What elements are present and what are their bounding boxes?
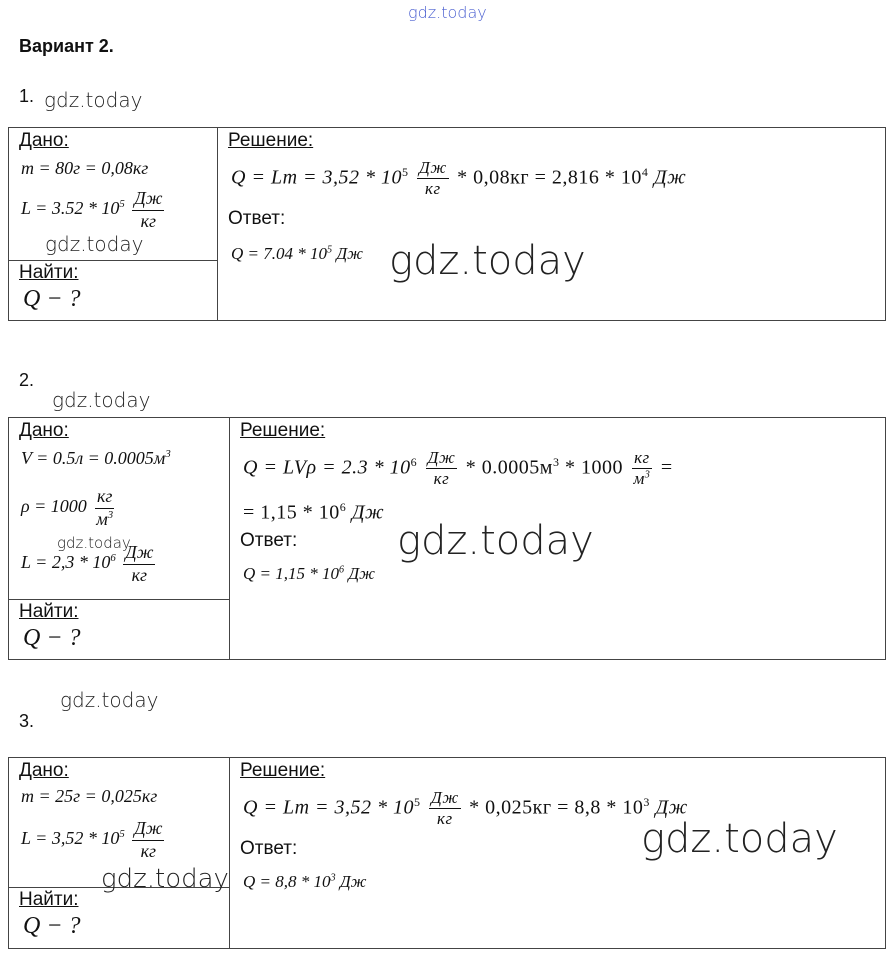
find-expression: Q − ? (23, 625, 81, 651)
unit-numerator: Дж (417, 158, 449, 179)
answer-value (231, 244, 363, 264)
answer-value (243, 872, 366, 892)
exponent: 5 (119, 198, 125, 211)
solution-part: * 0.0005м (465, 456, 553, 479)
answer-label: Ответ: (240, 530, 298, 551)
unit-denominator (94, 509, 115, 531)
find-header: Найти: (19, 889, 79, 910)
solution-formula (243, 788, 688, 830)
exponent: 6 (339, 500, 347, 514)
unit-fraction (631, 448, 652, 490)
given-heat (21, 188, 167, 232)
table-divider (229, 418, 230, 659)
given-mass: m = 80г = 0,08кг (21, 158, 149, 178)
answer-part: Q = 1,15 * 10 (243, 564, 339, 583)
problem-number: 3. (19, 711, 35, 731)
watermark-text: gdz.today (60, 688, 159, 712)
given-header: Дано: (19, 760, 69, 781)
unit-fraction (94, 486, 115, 530)
solution-part: Дж (648, 166, 687, 189)
problem-table (8, 417, 886, 660)
given-volume (21, 448, 171, 469)
problem-number: 1. (19, 86, 35, 106)
unit-numerator: Дж (123, 542, 155, 565)
exponent: 3 (644, 469, 651, 481)
table-divider (9, 599, 229, 600)
unit-denominator: кг (433, 469, 450, 489)
given-density-value: ρ = 1000 (21, 496, 87, 517)
solution-formula (243, 448, 673, 490)
given-header: Дано: (19, 420, 69, 441)
exponent: 6 (410, 454, 418, 469)
table-divider (217, 128, 218, 320)
exponent: 3 (330, 872, 336, 884)
big-watermark: gdz.today (389, 238, 586, 284)
solution-part: Q = Lm = 3,52 * 10 (243, 796, 415, 819)
find-header: Найти: (19, 601, 79, 622)
variant-title: Вариант 2. (19, 36, 114, 56)
top-watermark: gdz.today (408, 3, 487, 22)
unit-numerator: Дж (132, 818, 164, 841)
unit-numerator: кг (95, 486, 114, 509)
find-header: Найти: (19, 262, 79, 283)
exponent: 6 (110, 552, 116, 565)
exponent: 3 (643, 794, 650, 809)
watermark-text: gdz.today (45, 232, 144, 256)
exponent: 5 (327, 244, 333, 256)
unit-fraction (132, 818, 164, 862)
solution-part: Дж (346, 501, 385, 524)
solution-part: * 0,08кг = 2,816 * 10 (457, 166, 642, 189)
given-heat-value: L = 3.52 * 10 (21, 198, 120, 219)
given-density (21, 486, 118, 530)
unit-fraction (123, 542, 155, 586)
solution-line-2 (243, 500, 384, 525)
exponent: 3 (107, 508, 114, 521)
exponent: 5 (414, 794, 421, 809)
solution-part: Q = Lm = 3,52 * 10 (231, 166, 403, 189)
solution-part: * 1000 (559, 456, 623, 479)
unit-denominator: кг (131, 564, 148, 585)
given-volume-value: V = 0.5л = 0.0005м (21, 448, 166, 468)
solution-part: Q = LVρ = 2.3 * 10 (243, 456, 411, 479)
given-header: Дано: (19, 130, 69, 151)
unit-fraction (429, 788, 461, 830)
unit-denominator: кг (437, 809, 453, 829)
solution-formula (231, 158, 686, 200)
overlay-watermark: gdz.today (101, 864, 229, 894)
given-mass: m = 25г = 0,025кг (21, 786, 158, 806)
solution-header: Решение: (228, 130, 314, 151)
unit-numerator: Дж (429, 788, 461, 809)
exponent: 5 (402, 164, 409, 179)
solution-part: = (655, 456, 673, 479)
exponent: 4 (641, 164, 649, 179)
solution-part: Дж (649, 796, 688, 819)
given-heat (21, 542, 158, 586)
unit-denominator (631, 469, 652, 489)
big-watermark: gdz.today (397, 518, 594, 564)
exponent: 3 (165, 448, 171, 460)
unit-denominator-text: м (633, 469, 645, 489)
answer-label: Ответ: (240, 838, 298, 859)
problem-table (8, 127, 886, 321)
answer-part: Q = 8,8 * 10 (243, 872, 331, 891)
table-divider (229, 758, 230, 948)
given-heat-value: L = 3,52 * 10 (21, 828, 120, 849)
unit-numerator: Дж (426, 448, 458, 469)
solution-part: * 0,025кг = 8,8 * 10 (469, 796, 644, 819)
unit-denominator: кг (140, 210, 157, 231)
answer-part: Q = 7.04 * 10 (231, 244, 327, 263)
solution-part: = 1,15 * 10 (243, 501, 340, 524)
answer-part: Дж (344, 564, 375, 583)
watermark-text: gdz.today (44, 88, 143, 112)
unit-denominator: кг (425, 179, 441, 199)
big-watermark: gdz.today (641, 816, 838, 862)
answer-label: Ответ: (228, 208, 286, 229)
problem-number: 2. (19, 370, 35, 390)
unit-fraction (417, 158, 449, 200)
problem-table (8, 757, 886, 949)
find-expression: Q − ? (23, 286, 81, 312)
find-expression: Q − ? (23, 913, 81, 939)
solution-header: Решение: (240, 420, 326, 441)
table-divider (9, 260, 217, 261)
unit-fraction (426, 448, 458, 490)
exponent: 6 (339, 564, 345, 576)
exponent: 3 (552, 454, 560, 469)
unit-denominator: кг (140, 840, 157, 861)
answer-part: Дж (335, 872, 367, 891)
watermark-text: gdz.today (52, 388, 151, 412)
answer-part: Дж (332, 244, 363, 263)
solution-header: Решение: (240, 760, 326, 781)
given-heat (21, 818, 167, 862)
unit-numerator: кг (632, 448, 652, 469)
small-watermark: gdz.today (57, 534, 131, 552)
exponent: 5 (119, 828, 125, 841)
answer-value (243, 564, 375, 584)
unit-denominator-text: м (96, 508, 108, 529)
unit-numerator: Дж (132, 188, 164, 211)
unit-fraction (132, 188, 164, 232)
given-heat-value: L = 2,3 * 10 (21, 552, 111, 573)
